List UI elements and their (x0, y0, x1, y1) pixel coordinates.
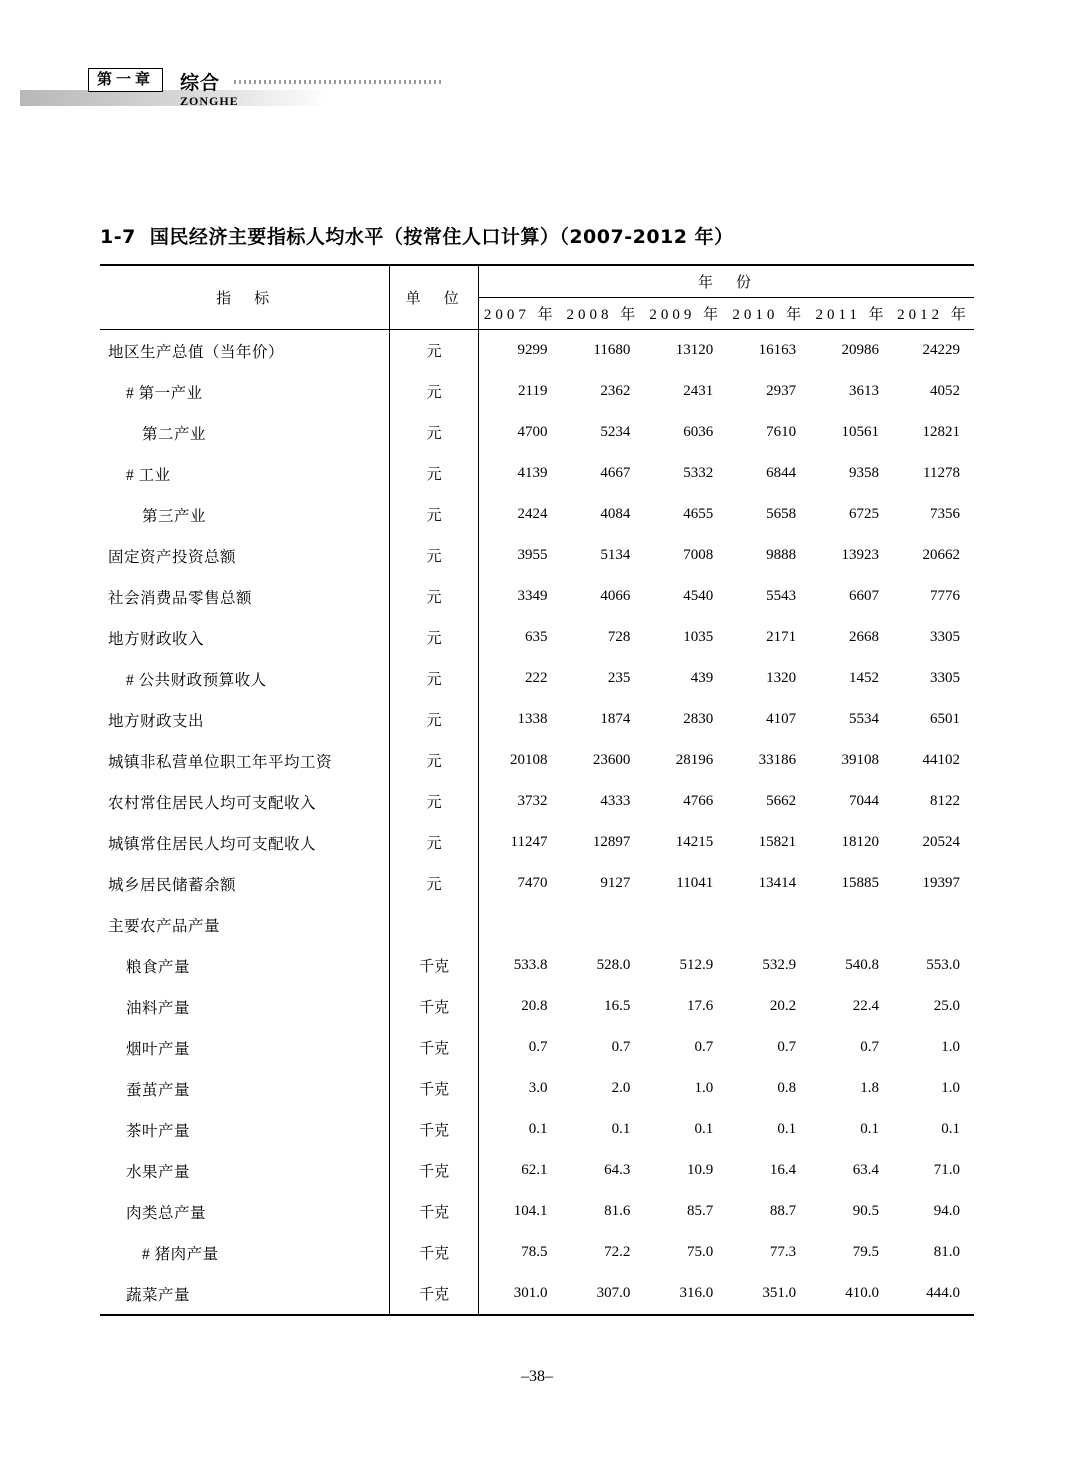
row-value-2010: 0.1 (777, 1121, 797, 1137)
row-value-2008: 2.0 (611, 1080, 631, 1096)
row-value-2011: 22.4 (852, 998, 880, 1014)
row-indicator: 城镇非私营单位职工年平均工资 (100, 740, 390, 781)
row-value-2011: 13923 (841, 547, 880, 563)
row-value-2010: 5658 (766, 506, 797, 522)
row-value-2008: 4333 (600, 793, 631, 809)
row-value-2009: 10.9 (687, 1162, 714, 1178)
row-value-2007: 0.7 (528, 1039, 548, 1055)
row-value-2012: 25.0 (933, 998, 960, 1014)
row-value-2012: 20662 (922, 547, 960, 563)
row-value-2011: 5534 (849, 711, 880, 727)
chapter-title: 综合 (180, 72, 221, 94)
row-value-2011: 6725 (849, 506, 880, 522)
row-value-2009: 316.0 (679, 1285, 714, 1301)
row-value-2011: 1.8 (860, 1080, 880, 1096)
row-value-2007: 533.8 (513, 957, 548, 973)
row-value-2010: 13414 (758, 875, 797, 891)
row-value-2009: 11041 (676, 875, 714, 891)
row-value-2010: 532.9 (762, 957, 797, 973)
row-value-2011: 9358 (849, 465, 880, 481)
table-row (100, 986, 974, 1027)
row-value-2011 (810, 904, 893, 945)
row-unit: 千克 (390, 1150, 479, 1191)
row-unit: 千克 (390, 1027, 479, 1068)
row-value-2010: 2937 (766, 383, 797, 399)
header-year-2008: 2008 年 (566, 307, 640, 323)
row-unit: 千克 (390, 1273, 479, 1315)
row-value-2009 (644, 904, 727, 945)
row-value-2007: 20.8 (521, 998, 548, 1014)
row-indicator: 肉类总产量 (100, 1191, 390, 1232)
table-row (100, 412, 974, 453)
row-value-2010: 351.0 (762, 1285, 797, 1301)
row-value-2012: 44102 (922, 752, 960, 768)
header-year-2011: 2011 年 (815, 307, 888, 323)
table-row (100, 576, 974, 617)
row-value-2012: 7776 (930, 588, 960, 604)
chapter-number-box: 第一章 (88, 68, 163, 92)
row-value-2011: 15885 (841, 875, 880, 891)
row-value-2007: 635 (524, 629, 548, 645)
row-indicator: # 公共财政预算收人 (100, 658, 390, 699)
row-value-2007: 4139 (517, 465, 548, 481)
row-value-2010: 6844 (766, 465, 797, 481)
row-value-2011: 18120 (841, 834, 880, 850)
row-value-2008: 235 (607, 670, 631, 686)
row-unit: 千克 (390, 1068, 479, 1109)
row-unit: 元 (390, 740, 479, 781)
row-value-2007: 2119 (518, 383, 548, 399)
row-indicator: 农村常住居民人均可支配收入 (100, 781, 390, 822)
row-value-2011: 10561 (841, 424, 880, 440)
row-value-2007: 20108 (509, 752, 548, 768)
table-row (100, 699, 974, 740)
row-value-2007: 0.1 (528, 1121, 548, 1137)
row-unit: 元 (390, 371, 479, 412)
row-value-2012: 71.0 (933, 1162, 960, 1178)
row-value-2011: 540.8 (845, 957, 880, 973)
header-dotted-rule (234, 80, 444, 84)
row-value-2007: 301.0 (513, 1285, 548, 1301)
row-indicator: # 工业 (100, 453, 390, 494)
row-value-2008: 64.3 (604, 1162, 631, 1178)
row-value-2010: 1320 (766, 670, 797, 686)
table-row (100, 1150, 974, 1191)
row-value-2007: 3732 (517, 793, 548, 809)
table-row (100, 1273, 974, 1315)
table-row (100, 740, 974, 781)
row-value-2012: 8122 (930, 793, 960, 809)
row-value-2009: 5332 (683, 465, 714, 481)
row-value-2008: 72.2 (604, 1244, 631, 1260)
row-value-2012: 11278 (923, 465, 960, 481)
row-unit: 千克 (390, 945, 479, 986)
row-value-2009: 2431 (683, 383, 714, 399)
row-value-2012: 0.1 (941, 1121, 960, 1137)
row-value-2009: 4766 (683, 793, 714, 809)
row-unit: 千克 (390, 1191, 479, 1232)
row-value-2009: 0.1 (694, 1121, 714, 1137)
row-value-2009: 2830 (683, 711, 714, 727)
row-indicator: 粮食产量 (100, 945, 390, 986)
row-value-2008: 528.0 (596, 957, 631, 973)
row-indicator: 地方财政收入 (100, 617, 390, 658)
row-value-2007: 2424 (517, 506, 548, 522)
row-unit: 千克 (390, 1232, 479, 1273)
table-row (100, 453, 974, 494)
row-value-2010: 4107 (766, 711, 797, 727)
row-value-2012: 1.0 (941, 1080, 960, 1096)
row-value-2012: 553.0 (926, 957, 960, 973)
row-value-2011: 63.4 (852, 1162, 880, 1178)
row-indicator: 第二产业 (100, 412, 390, 453)
header-year-2007: 2007 年 (483, 307, 557, 323)
header-unit: 单 位 (390, 266, 479, 330)
row-value-2012 (893, 904, 974, 945)
row-value-2008: 4084 (600, 506, 631, 522)
row-unit (390, 904, 479, 945)
row-value-2010: 5662 (766, 793, 797, 809)
row-value-2011: 3613 (849, 383, 880, 399)
table-row (100, 781, 974, 822)
row-unit: 元 (390, 617, 479, 658)
row-indicator: 水果产量 (100, 1150, 390, 1191)
row-value-2010: 16163 (758, 342, 797, 358)
table-row (100, 494, 974, 535)
table-header-row-1 (100, 266, 974, 298)
row-value-2012: 4052 (930, 383, 960, 399)
row-value-2007: 3349 (517, 588, 548, 604)
row-value-2009: 6036 (683, 424, 714, 440)
row-unit: 元 (390, 658, 479, 699)
row-value-2007: 11247 (510, 834, 548, 850)
row-value-2008: 0.7 (611, 1039, 631, 1055)
row-value-2010 (727, 904, 810, 945)
row-value-2011: 39108 (841, 752, 880, 768)
row-value-2011: 0.7 (860, 1039, 880, 1055)
row-value-2010: 15821 (758, 834, 797, 850)
row-unit: 元 (390, 453, 479, 494)
table-title-text: 国民经济主要指标人均水平（按常住人口计算）（2007-2012 年） (149, 226, 734, 248)
row-value-2012: 19397 (922, 875, 960, 891)
row-indicator: 油料产量 (100, 986, 390, 1027)
row-value-2007: 1338 (517, 711, 548, 727)
row-value-2008: 307.0 (596, 1285, 631, 1301)
row-value-2010: 33186 (758, 752, 797, 768)
row-value-2008: 0.1 (611, 1121, 631, 1137)
table-row (100, 822, 974, 863)
row-value-2009: 4655 (683, 506, 714, 522)
row-value-2010: 5543 (766, 588, 797, 604)
row-unit: 元 (390, 535, 479, 576)
row-value-2008: 12897 (592, 834, 631, 850)
row-value-2008: 2362 (600, 383, 631, 399)
row-value-2011: 79.5 (852, 1244, 880, 1260)
chapter-pinyin: ZONGHE (180, 94, 239, 108)
row-value-2010: 77.3 (769, 1244, 797, 1260)
row-value-2012: 7356 (930, 506, 960, 522)
row-value-2009: 7008 (683, 547, 714, 563)
table-row (100, 1027, 974, 1068)
row-unit: 元 (390, 699, 479, 740)
row-value-2009: 4540 (683, 588, 714, 604)
row-value-2008: 1874 (600, 711, 631, 727)
row-value-2012: 94.0 (933, 1203, 960, 1219)
table-row (100, 617, 974, 658)
page-number: –38– (521, 1368, 553, 1385)
table-row (100, 658, 974, 699)
row-value-2009: 28196 (675, 752, 714, 768)
row-indicator: 第三产业 (100, 494, 390, 535)
row-value-2012: 6501 (930, 711, 960, 727)
statistics-table (100, 264, 974, 1316)
row-indicator: # 第一产业 (100, 371, 390, 412)
row-value-2007: 3955 (517, 547, 548, 563)
header-year-2012: 2012 年 (897, 307, 970, 323)
row-value-2008: 16.5 (604, 998, 631, 1014)
row-value-2009: 75.0 (687, 1244, 714, 1260)
row-indicator: 城镇常住居民人均可支配收人 (100, 822, 390, 863)
row-value-2009: 1035 (683, 629, 714, 645)
row-value-2007: 62.1 (521, 1162, 548, 1178)
row-value-2012: 3305 (930, 629, 960, 645)
row-value-2007: 222 (524, 670, 548, 686)
row-indicator: 茶叶产量 (100, 1109, 390, 1150)
row-value-2011: 7044 (849, 793, 880, 809)
row-value-2011: 20986 (841, 342, 880, 358)
row-value-2012: 12821 (922, 424, 960, 440)
table-bottom-rule (100, 1315, 974, 1316)
table-row (100, 1191, 974, 1232)
running-head (20, 58, 1054, 108)
table-caption (100, 222, 734, 249)
row-value-2009: 14215 (675, 834, 714, 850)
row-value-2007: 9299 (517, 342, 548, 358)
row-value-2010: 88.7 (769, 1203, 797, 1219)
row-unit: 元 (390, 781, 479, 822)
row-value-2011: 90.5 (852, 1203, 880, 1219)
row-value-2008: 23600 (592, 752, 631, 768)
row-indicator: 主要农产品产量 (100, 904, 390, 945)
row-indicator: 蔬菜产量 (100, 1273, 390, 1315)
row-indicator: 城乡居民储蓄余额 (100, 863, 390, 904)
header-year-2010: 2010 年 (732, 307, 806, 323)
row-value-2012: 444.0 (926, 1285, 960, 1301)
row-value-2009: 1.0 (694, 1080, 714, 1096)
row-value-2012: 20524 (922, 834, 960, 850)
row-value-2008: 5134 (600, 547, 631, 563)
row-value-2010: 0.7 (777, 1039, 797, 1055)
row-value-2009: 439 (690, 670, 714, 686)
row-value-2008: 728 (607, 629, 631, 645)
row-unit: 元 (390, 330, 479, 371)
row-value-2012: 81.0 (933, 1244, 960, 1260)
table-row (100, 1232, 974, 1273)
table-row (100, 945, 974, 986)
row-indicator: # 猪肉产量 (100, 1232, 390, 1273)
table-row (100, 371, 974, 412)
row-value-2009: 13120 (675, 342, 714, 358)
row-unit: 千克 (390, 1109, 479, 1150)
table-number: 1-7 (100, 226, 136, 248)
row-value-2009: 85.7 (687, 1203, 714, 1219)
row-indicator: 蚕茧产量 (100, 1068, 390, 1109)
table-row (100, 863, 974, 904)
row-value-2012: 24229 (922, 342, 960, 358)
row-value-2008: 9127 (600, 875, 631, 891)
row-value-2007: 3.0 (528, 1080, 548, 1096)
table-row (100, 1109, 974, 1150)
row-indicator: 固定资产投资总额 (100, 535, 390, 576)
row-value-2010: 2171 (766, 629, 797, 645)
row-value-2008: 81.6 (604, 1203, 631, 1219)
row-value-2011: 6607 (849, 588, 880, 604)
table-row (100, 330, 974, 371)
row-indicator: 地方财政支出 (100, 699, 390, 740)
row-value-2011: 0.1 (860, 1121, 880, 1137)
row-unit: 千克 (390, 986, 479, 1027)
row-unit: 元 (390, 863, 479, 904)
row-value-2011: 1452 (849, 670, 880, 686)
row-indicator: 烟叶产量 (100, 1027, 390, 1068)
statistics-table-wrapper (100, 264, 974, 1316)
header-decoration-bar (20, 90, 330, 106)
row-value-2011: 410.0 (845, 1285, 880, 1301)
row-value-2009: 512.9 (679, 957, 714, 973)
row-unit: 元 (390, 494, 479, 535)
row-value-2007: 4700 (517, 424, 548, 440)
row-indicator: 社会消费品零售总额 (100, 576, 390, 617)
row-value-2009: 17.6 (687, 998, 714, 1014)
row-value-2008: 4066 (600, 588, 631, 604)
row-value-2007: 78.5 (521, 1244, 548, 1260)
row-indicator: 地区生产总值（当年价） (100, 330, 390, 371)
row-value-2008: 5234 (600, 424, 631, 440)
row-value-2010: 16.4 (769, 1162, 797, 1178)
row-value-2008 (561, 904, 644, 945)
row-unit: 元 (390, 576, 479, 617)
row-value-2007: 7470 (517, 875, 548, 891)
row-value-2008: 11680 (593, 342, 631, 358)
row-value-2007: 104.1 (513, 1203, 548, 1219)
row-value-2012: 3305 (930, 670, 960, 686)
row-value-2008: 4667 (600, 465, 631, 481)
row-value-2010: 20.2 (769, 998, 797, 1014)
row-unit: 元 (390, 412, 479, 453)
row-value-2012: 1.0 (941, 1039, 960, 1055)
table-row (100, 1068, 974, 1109)
row-value-2011: 2668 (849, 629, 880, 645)
row-value-2010: 9888 (766, 547, 797, 563)
row-value-2007 (479, 904, 562, 945)
header-year-2009: 2009 年 (649, 307, 723, 323)
header-indicator: 指 标 (100, 266, 390, 330)
row-value-2010: 7610 (766, 424, 797, 440)
row-value-2010: 0.8 (777, 1080, 797, 1096)
table-row (100, 535, 974, 576)
header-years-group: 年 份 (479, 266, 974, 298)
row-value-2009: 0.7 (694, 1039, 714, 1055)
row-unit: 元 (390, 822, 479, 863)
table-row (100, 904, 974, 945)
